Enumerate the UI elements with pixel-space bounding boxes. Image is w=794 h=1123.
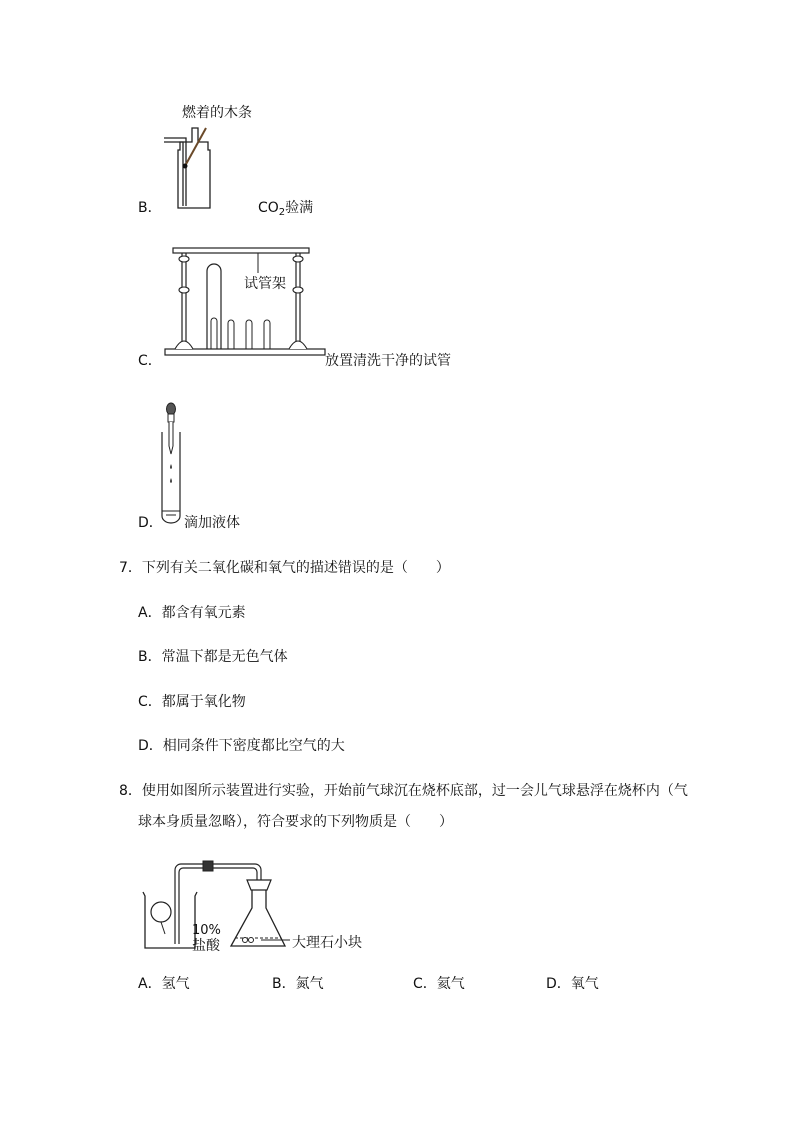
co2-full-test-figure <box>150 98 260 216</box>
q7-option-a: A．都含有氧元素 <box>138 605 246 621</box>
rack-top-board <box>173 248 309 253</box>
option-d-caption: 滴加液体 <box>184 515 240 531</box>
marble-label: 大理石小块 <box>292 935 362 951</box>
q8-option-b: B．氮气 <box>272 976 324 992</box>
q8-stem-line1: 8．使用如图所示装置进行实验，开始前气球沉在烧杯底部，过一会儿气球悬浮在烧杯内（气 <box>119 783 688 799</box>
balloon-experiment-figure <box>135 850 385 960</box>
inverted-test-tube <box>207 264 221 349</box>
flame-tip <box>183 164 188 169</box>
rack-base-board <box>165 349 325 355</box>
acid-percentage-label: 10% <box>192 923 221 938</box>
option-b-caption: $CO_2$验满 <box>258 200 314 218</box>
dropper-bulb <box>167 403 176 415</box>
q8-option-c: C．氦气 <box>413 976 465 992</box>
beaker <box>143 892 197 948</box>
option-c-caption: 放置清洗干净的试管 <box>325 353 451 369</box>
q8-option-d: D．氧气 <box>546 976 599 992</box>
dropper-stem <box>169 422 173 454</box>
tube-clamp <box>203 861 213 871</box>
q8-stem-line2: 球本身质量忽略），符合要求的下列物质是（ ） <box>138 814 453 830</box>
test-tube-rack-figure <box>160 245 330 365</box>
burning-stick <box>185 128 206 166</box>
burning-stick-label: 燃着的木条 <box>182 105 252 121</box>
rack-label: 试管架 <box>244 276 286 292</box>
option-c-letter: C． <box>138 353 162 369</box>
q7-stem: 7．下列有关二氧化碳和氧气的描述错误的是（ ） <box>119 560 450 576</box>
q7-option-c: C．都属于氧化物 <box>138 694 246 710</box>
stopper <box>247 880 271 890</box>
dropping-liquid-figure <box>155 398 195 528</box>
q8-option-a: A．氢气 <box>138 976 190 992</box>
option-b-letter: B． <box>138 200 162 216</box>
acid-name-label: 盐酸 <box>192 938 220 954</box>
balloon <box>151 902 171 922</box>
q7-option-d: D．相同条件下密度都比空气的大 <box>138 738 345 754</box>
option-d-letter: D． <box>138 515 163 531</box>
q7-option-b: B．常温下都是无色气体 <box>138 649 288 665</box>
